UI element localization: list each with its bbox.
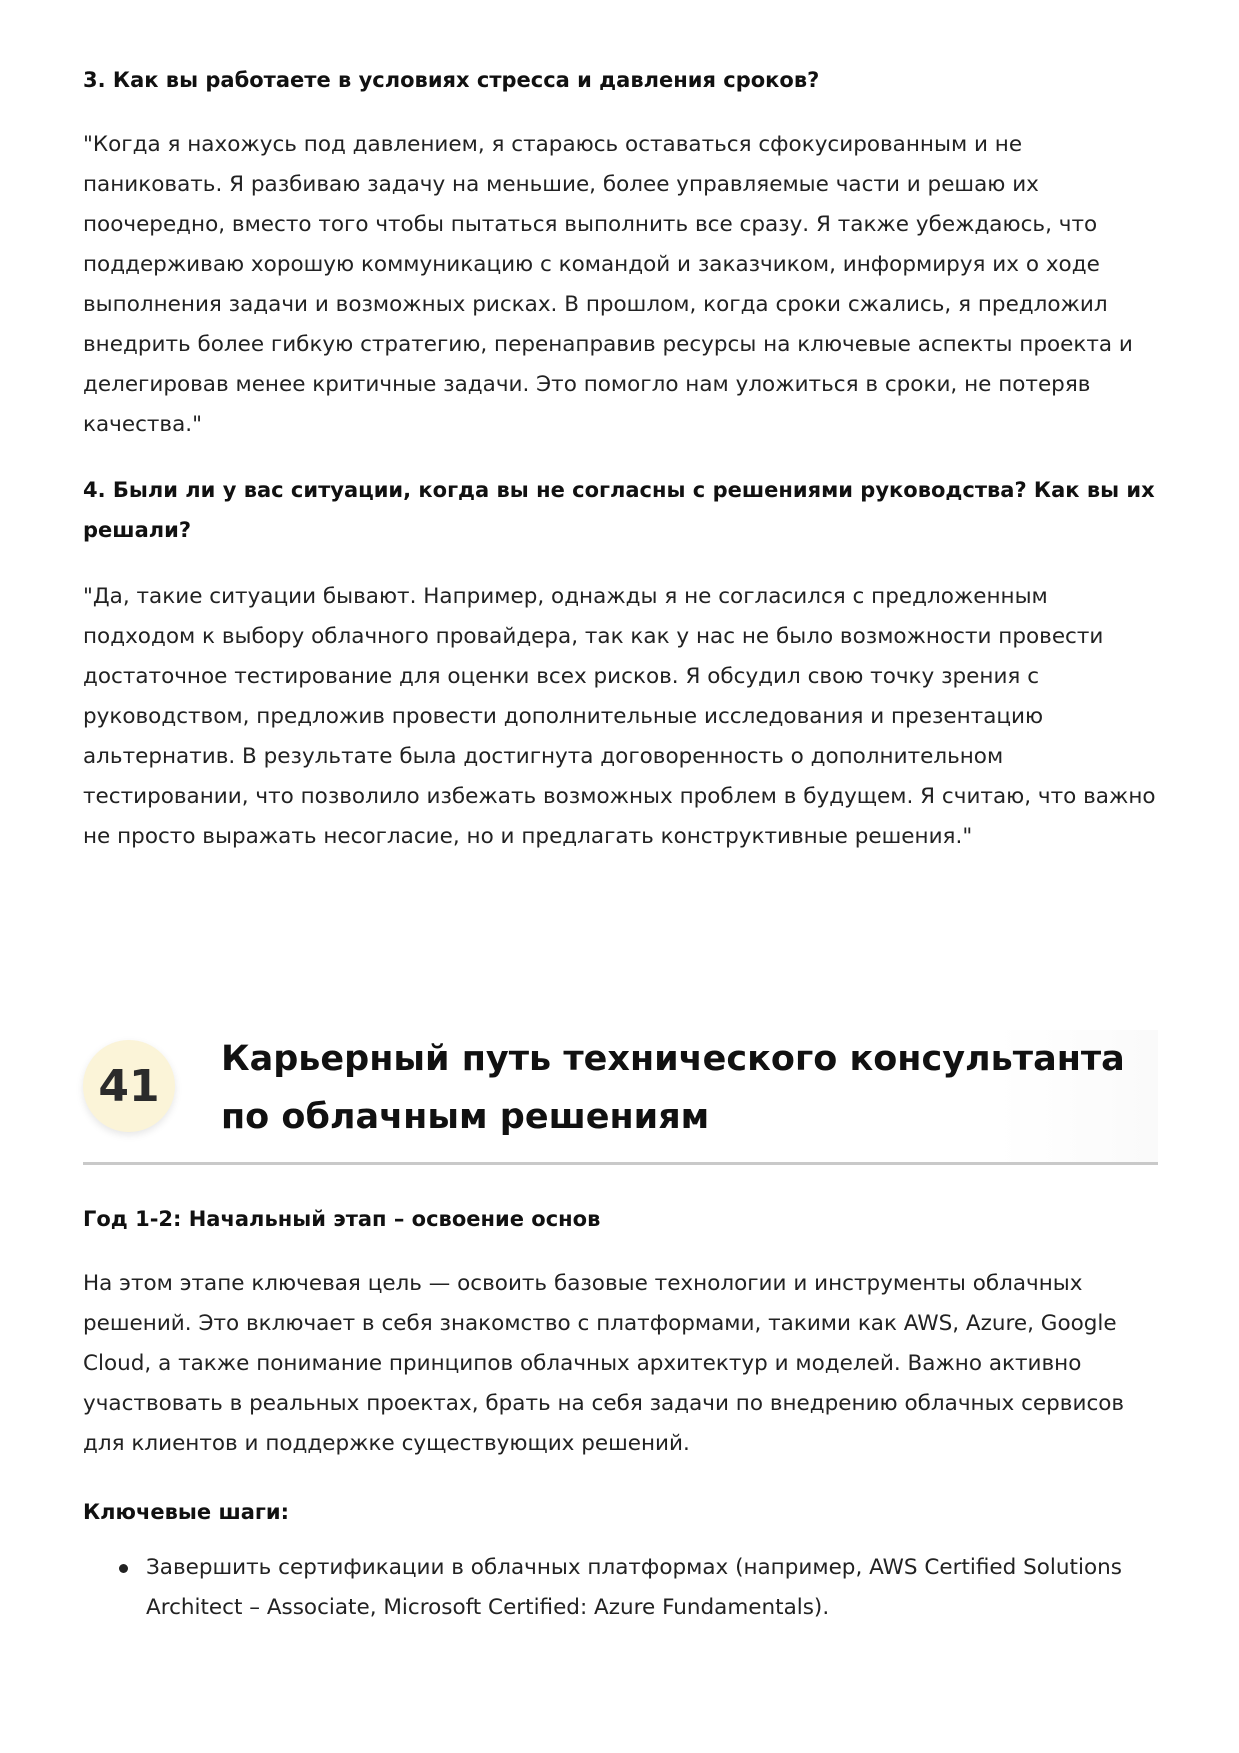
key-steps-list — [83, 1548, 1163, 1628]
question-3-heading: 3. Как вы работаете в условиях стресса и давления сроков? — [83, 68, 820, 92]
stage-heading: Год 1-2: Начальный этап – освоение основ — [83, 1207, 601, 1231]
question-4-heading: 4. Были ли у вас ситуации, когда вы не согласны с решениями руководства? Как вы их решали? — [83, 478, 1155, 542]
section-title: Карьерный путь технического консультанта по облачным решениям — [221, 1039, 1125, 1137]
section-number-badge: 41 — [83, 1040, 175, 1132]
stage-description: На этом этапе ключевая цель — освоить базовые технологии и инструменты облачных решений. Это включает в себя знакомство с платформами, такими как AWS, Azure, Google Cloud, а также понимание принципов облачных архитектур и моделей. Важно активно участвовать в реальных проектах, брать на себя задачи по внедрению облачных сервисов для клиентов и поддержке существующих решений. — [83, 1271, 1125, 1456]
list-item — [83, 1548, 1163, 1628]
bullet-icon — [119, 1564, 128, 1573]
key-steps-heading: Ключевые шаги: — [83, 1500, 290, 1524]
question-3-answer: "Когда я нахожусь под давлением, я стараюсь оставаться сфокусированным и не паниковать. Я разбиваю задачу на меньшие, более управляемые части и решаю их поочередно, вместо того чтобы пытаться выполнить все сразу. Я также убеждаюсь, что поддерживаю хорошую коммуникацию с командой и заказчиком, информируя их о ходе выполнения задачи и возможных рисках. В прошлом, когда сроки сжались, я предложил внедрить более гибкую стратегию, перенаправив ресурсы на ключевые аспекты проекта и делегировав менее критичные задачи. Это помогло нам уложиться в сроки, не потеряв качества." — [83, 132, 1133, 437]
list-item-text: Завершить сертификации в облачных платформах (например, AWS Certified Solutions Architect – Associate, Microsoft Certified: Azure Fundamentals). — [146, 1555, 1122, 1620]
question-4-answer: "Да, такие ситуации бывают. Например, однажды я не согласился с предложенным подходом к выбору облачного провайдера, так как у нас не было возможности провести достаточное тестирование для оценки всех рисков. Я обсудил свою точку зрения с руководством, предложив провести дополнительные исследования и презентацию альтернатив. В результате была достигнута договоренность о дополнительном тестировании, что позволило избежать возможных проблем в будущем. Я считаю, что важно не просто выражать несогласие, но и предлагать конструктивные решения." — [83, 584, 1156, 849]
section-header — [83, 1030, 1158, 1165]
